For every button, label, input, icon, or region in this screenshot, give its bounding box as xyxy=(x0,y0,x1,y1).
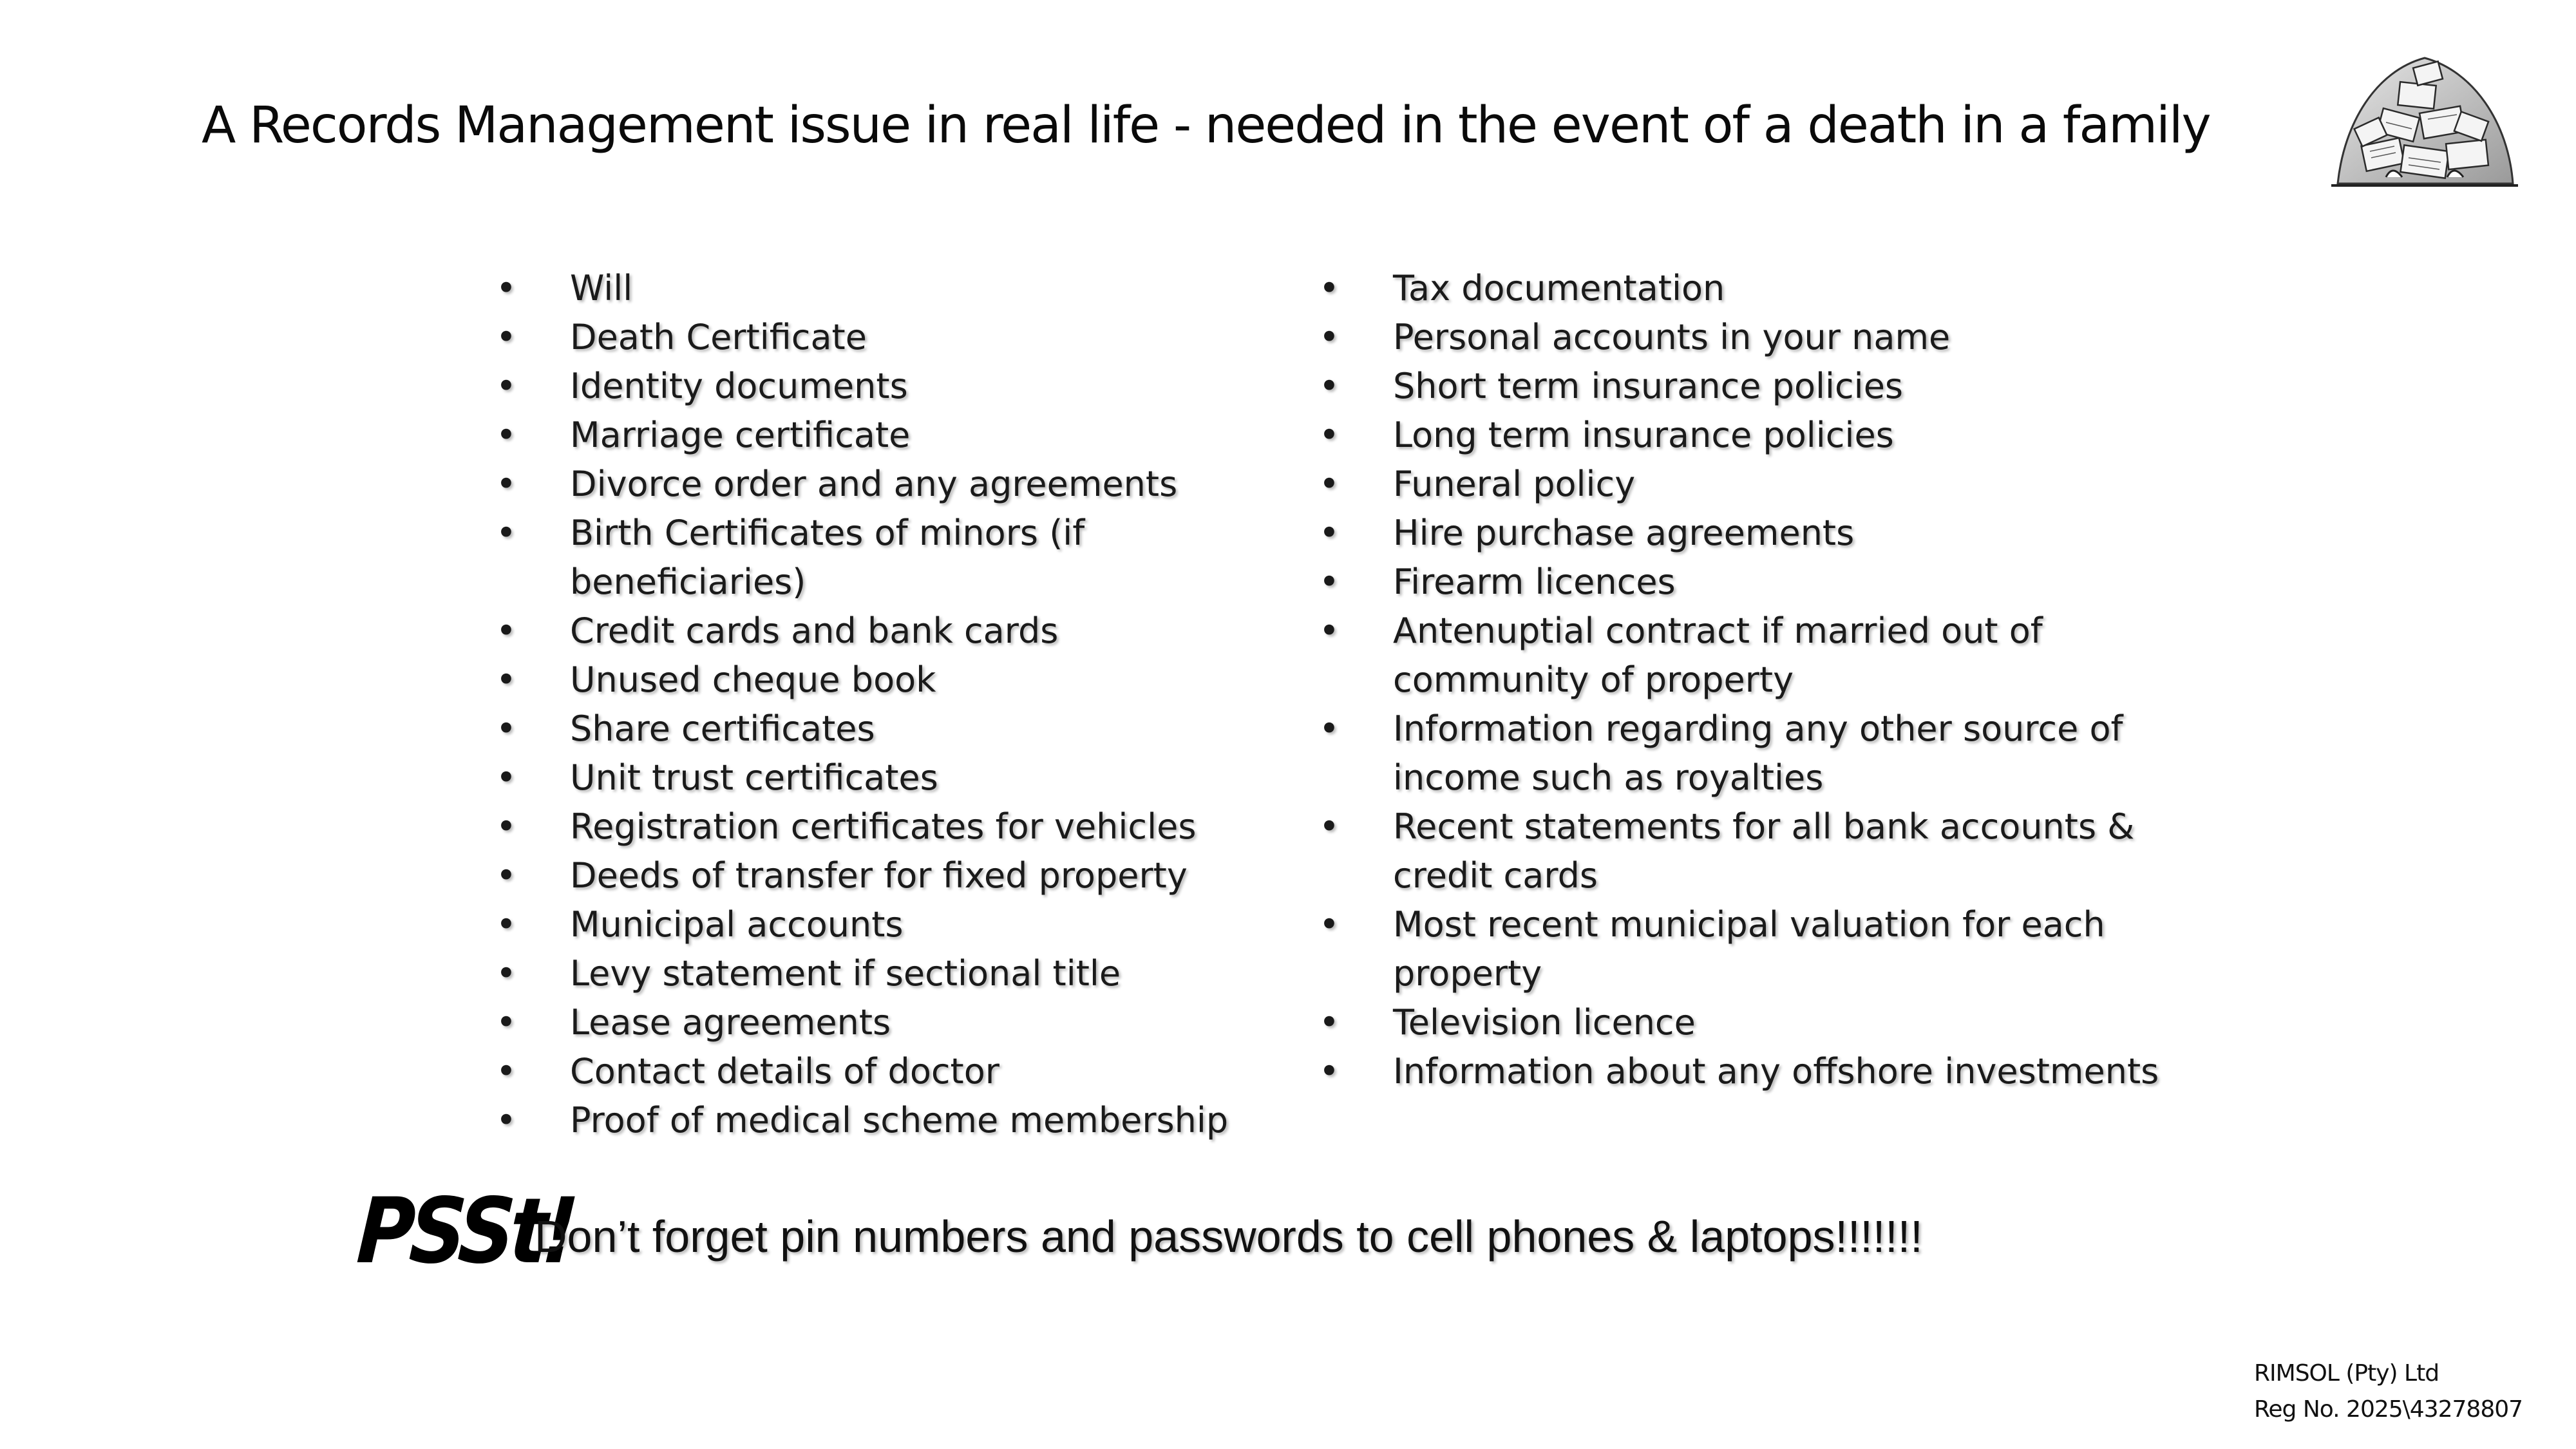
list-item: • Will xyxy=(496,264,1294,313)
psst-label: PSSt! xyxy=(354,1179,576,1284)
list-item: • Short term insurance policies xyxy=(1319,362,2188,411)
list-item: • Identity documents xyxy=(496,362,1294,411)
list-item: • Contact details of doctor xyxy=(496,1047,1294,1096)
company-footer xyxy=(2254,1356,2523,1428)
list-item: • Unused cheque book xyxy=(496,656,1294,705)
list-item: • Unit trust certificates xyxy=(496,753,1294,802)
list-item: • Antenuptial contract if married out of community of property xyxy=(1319,607,2188,705)
list-item: • Share certificates xyxy=(496,705,1294,753)
list-item: • Hire purchase agreements xyxy=(1319,509,2188,558)
registration-number: Reg No. 2025\43278807 xyxy=(2254,1396,2523,1423)
list-item: • Personal accounts in your name xyxy=(1319,313,2188,362)
required-documents-list-right xyxy=(1319,264,2188,1096)
list-item: • Proof of medical scheme membership xyxy=(496,1096,1294,1145)
company-name: RIMSOL (Pty) Ltd xyxy=(2254,1360,2439,1387)
list-item: • Death Certificate xyxy=(496,313,1294,362)
list-item: • Birth Certificates of minors (if beneficiaries) xyxy=(496,509,1294,607)
list-item: • Firearm licences xyxy=(1319,558,2188,607)
list-item: • Long term insurance policies xyxy=(1319,411,2188,460)
list-item: • Deeds of transfer for fixed property xyxy=(496,851,1294,900)
required-documents-list-left xyxy=(496,264,1294,1145)
slide-title: A Records Management issue in real life - needed in the event of a death in a family xyxy=(202,97,2210,155)
list-item: • Television licence xyxy=(1319,998,2188,1047)
list-item: • Tax documentation xyxy=(1319,264,2188,313)
list-item: • Levy statement if sectional title xyxy=(496,949,1294,998)
list-item: • Lease agreements xyxy=(496,998,1294,1047)
list-item: • Information regarding any other source of income such as royalties xyxy=(1319,705,2188,802)
list-item: • Registration certificates for vehicles xyxy=(496,802,1294,851)
list-item: • Most recent municipal valuation for each property xyxy=(1319,900,2188,998)
list-item: • Divorce order and any agreements xyxy=(496,460,1294,509)
list-item: • Recent statements for all bank accounts & credit cards xyxy=(1319,802,2188,900)
list-item: • Funeral policy xyxy=(1319,460,2188,509)
reminder-text: Don’t forget pin numbers and passwords to cell phones & laptops!!!!!!! xyxy=(535,1211,1923,1262)
list-item: • Information about any offshore investments xyxy=(1319,1047,2188,1096)
list-item: • Credit cards and bank cards xyxy=(496,607,1294,656)
list-item: • Marriage certificate xyxy=(496,411,1294,460)
document-pile-icon xyxy=(2325,45,2524,200)
list-item: • Municipal accounts xyxy=(496,900,1294,949)
